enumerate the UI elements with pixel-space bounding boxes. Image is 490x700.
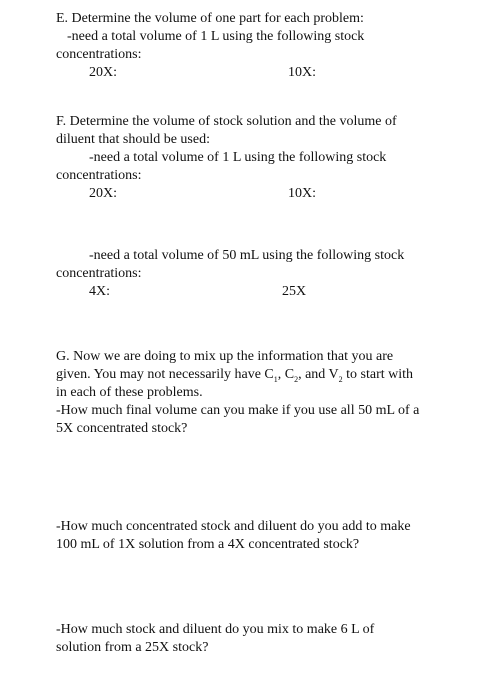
question-2-line2: 100 mL of 1X solution from a 4X concentrated stock? <box>56 537 360 552</box>
section-g-line2-pre: given. You may not necessarily have C <box>56 367 274 382</box>
question-2-line1: -How much concentrated stock and diluent do you add to make <box>56 519 411 534</box>
subscript-3: 2 <box>338 374 343 384</box>
section-g-line2 <box>56 366 413 384</box>
section-f-heading-line1: F. Determine the volume of stock solution and the volume of <box>56 114 397 129</box>
section-e-line1: -need a total volume of 1 L using the following stock <box>67 29 365 44</box>
section-f-p2-line2: concentrations: <box>56 266 142 281</box>
section-f-p1-conc-b: 10X: <box>288 186 316 201</box>
section-e-conc-b: 10X: <box>288 65 316 80</box>
section-g-line1: G. Now we are doing to mix up the information that you are <box>56 349 394 364</box>
section-e-heading: E. Determine the volume of one part for each problem: <box>56 11 364 26</box>
section-f-p1-conc-a: 20X: <box>89 186 117 201</box>
section-e-conc-a: 20X: <box>89 65 117 80</box>
section-f-p2-conc-b: 25X <box>282 284 307 299</box>
question-1-line2: 5X concentrated stock? <box>56 421 188 436</box>
section-e-line2: concentrations: <box>56 47 142 62</box>
question-1-line1: -How much final volume can you make if you use all 50 mL of a <box>56 403 420 418</box>
section-g-line3: in each of these problems. <box>56 385 203 400</box>
section-f-p1-line2: concentrations: <box>56 168 142 183</box>
section-g-line2-post: to start with <box>342 367 414 382</box>
subscript-2: 2 <box>294 374 299 384</box>
section-f-heading-line2: diluent that should be used: <box>56 132 210 147</box>
section-g-line2-mid: , and V <box>298 367 339 382</box>
section-f-p2-conc-a: 4X: <box>89 284 110 299</box>
question-3-line2: solution from a 25X stock? <box>56 640 209 655</box>
section-f-p1-line1: -need a total volume of 1 L using the following stock <box>89 150 387 165</box>
subscript-1: 1 <box>273 374 278 384</box>
section-f-p2-line1: -need a total volume of 50 mL using the following stock <box>89 248 405 263</box>
question-3-line1: -How much stock and diluent do you mix to make 6 L of <box>56 622 375 637</box>
section-g-line2-comma: , C <box>277 367 295 382</box>
